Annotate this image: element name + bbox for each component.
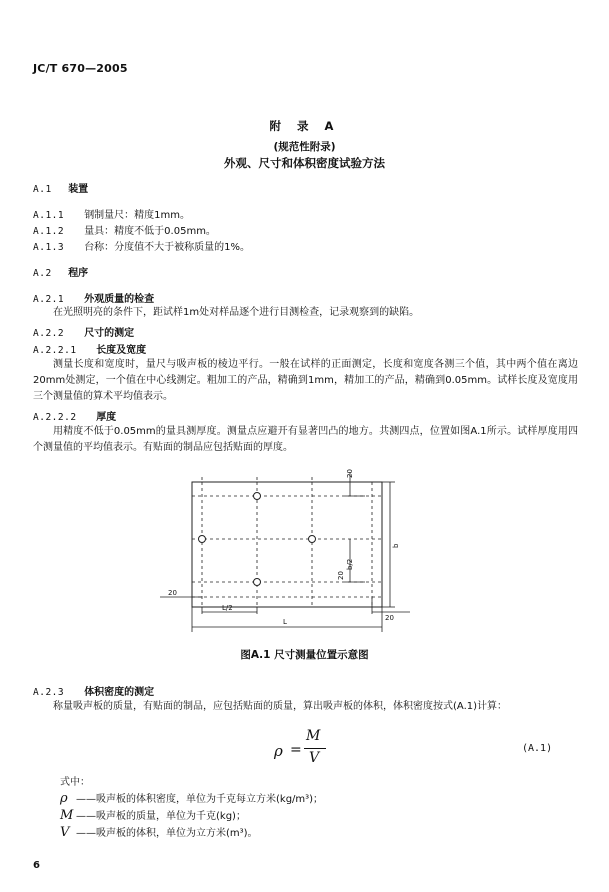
clause-number: A.2.2.2	[33, 412, 77, 423]
page-number: 6	[33, 860, 40, 871]
section-title: 程序	[68, 268, 89, 279]
clause-a2-2-2-text: 用精度不低于0.05mm的量具测厚度。测量点应避开有显著凹凸的地方。共测四点，位置如图A.1所示。试样厚度用四个测量值的平均值表示。有贴面的制品应包括贴面的厚度。	[33, 426, 578, 453]
clause-text: 钢制量尺：精度1mm。	[84, 210, 191, 221]
clause-number: A.2.2	[33, 328, 65, 339]
clause-a2-3	[33, 683, 154, 698]
formula-number: (A.1)	[522, 743, 553, 754]
where-desc: ——吸声板的体积密度，单位为千克每立方米(kg/m³)；	[76, 794, 324, 805]
annex-normative: (规范性附录)	[273, 141, 336, 153]
density-formula	[268, 728, 368, 772]
where-symbol: V	[60, 825, 70, 840]
clause-a1-2	[33, 222, 216, 237]
clause-a2-2-1-text: 测量长度和宽度时，量尺与吸声板的棱边平行。一般在试样的正面测定，长度和宽度各测三个值，其中两个值在离边20mm处测定，一个值在中心线测定。粗加工的产品，精确到1mm，精加工的产品，精确到0.05mm。试样长度及宽度用三个测量值的算术平均值表示。	[33, 359, 578, 402]
clause-a2-2	[33, 324, 134, 339]
clause-text: 台称：分度值不大于被称质量的1%。	[84, 242, 251, 253]
clause-a2-2-1	[33, 341, 146, 356]
point-right	[309, 536, 316, 543]
clause-number: A.1.1	[33, 210, 65, 221]
clause-a1-1	[33, 206, 190, 221]
section-title: 装置	[68, 184, 89, 195]
clause-a2-1-text: 在光照明亮的条件下，距试样1m处对样品逐个进行目测检查，记录观察到的缺陷。	[53, 307, 420, 318]
section-number: A.1	[33, 184, 52, 195]
formula-equals: =	[290, 742, 302, 758]
formula-denominator: V	[309, 750, 320, 766]
clause-number: A.1.2	[33, 226, 65, 237]
point-bottom	[254, 579, 261, 586]
where-desc: ——吸声板的质量，单位为千克(kg)；	[76, 811, 246, 822]
measurement-position-figure	[150, 462, 450, 637]
clause-a1-3	[33, 238, 250, 253]
formula-rho: ρ	[274, 742, 283, 760]
where-item-m	[60, 807, 246, 823]
where-symbol: M	[60, 808, 74, 823]
dim-label-top-20: 20	[346, 469, 354, 478]
dim-label-bottom-20-right: 20	[385, 614, 394, 622]
section-a2	[33, 264, 88, 279]
where-desc: ——吸声板的体积，单位为立方米(m³)。	[76, 828, 258, 839]
clause-number: A.2.1	[33, 294, 65, 305]
clause-text: 量具：精度不低于0.05mm。	[84, 226, 216, 237]
clause-number: A.2.2.1	[33, 345, 77, 356]
formula-numerator: M	[306, 728, 321, 744]
clause-title: 体积密度的测定	[84, 687, 155, 698]
figure-caption: 图A.1 尺寸测量位置示意图	[240, 649, 369, 661]
clause-number: A.2.3	[33, 687, 65, 698]
dim-label-b2: b/2	[346, 558, 354, 570]
dim-label-L2: L/2	[222, 604, 233, 612]
measurement-grid	[192, 482, 382, 607]
standard-code: JC/T 670—2005	[33, 62, 128, 75]
where-item-rho	[60, 790, 323, 806]
section-a1	[33, 180, 88, 195]
annex-title: 外观、尺寸和体积密度试验方法	[224, 156, 385, 170]
clause-title: 厚度	[96, 412, 117, 423]
where-intro: 式中：	[60, 777, 90, 788]
clause-a2-3-text: 称量吸声板的质量，有贴面的制品，应包括贴面的质量，算出吸声板的体积，体积密度按式(A.1)计算：	[53, 701, 508, 712]
clause-a2-1	[33, 290, 154, 305]
dim-label-right-20: 20	[337, 571, 345, 580]
annex-label: 附 录 A	[269, 119, 340, 133]
section-number: A.2	[33, 268, 52, 279]
clause-title: 尺寸的测定	[84, 328, 135, 339]
clause-a2-2-2	[33, 408, 116, 423]
where-symbol: ρ	[60, 791, 68, 806]
point-top	[254, 493, 261, 500]
dim-label-bottom-20-left: 20	[168, 589, 177, 597]
where-item-v	[60, 824, 258, 840]
fraction-bar	[304, 748, 326, 749]
specimen-outline	[192, 482, 382, 607]
dim-label-b: b	[392, 543, 400, 548]
clause-title: 外观质量的检查	[84, 294, 155, 305]
dim-label-L: L	[283, 618, 287, 626]
point-left	[199, 536, 206, 543]
clause-title: 长度及宽度	[96, 345, 147, 356]
clause-number: A.1.3	[33, 242, 65, 253]
